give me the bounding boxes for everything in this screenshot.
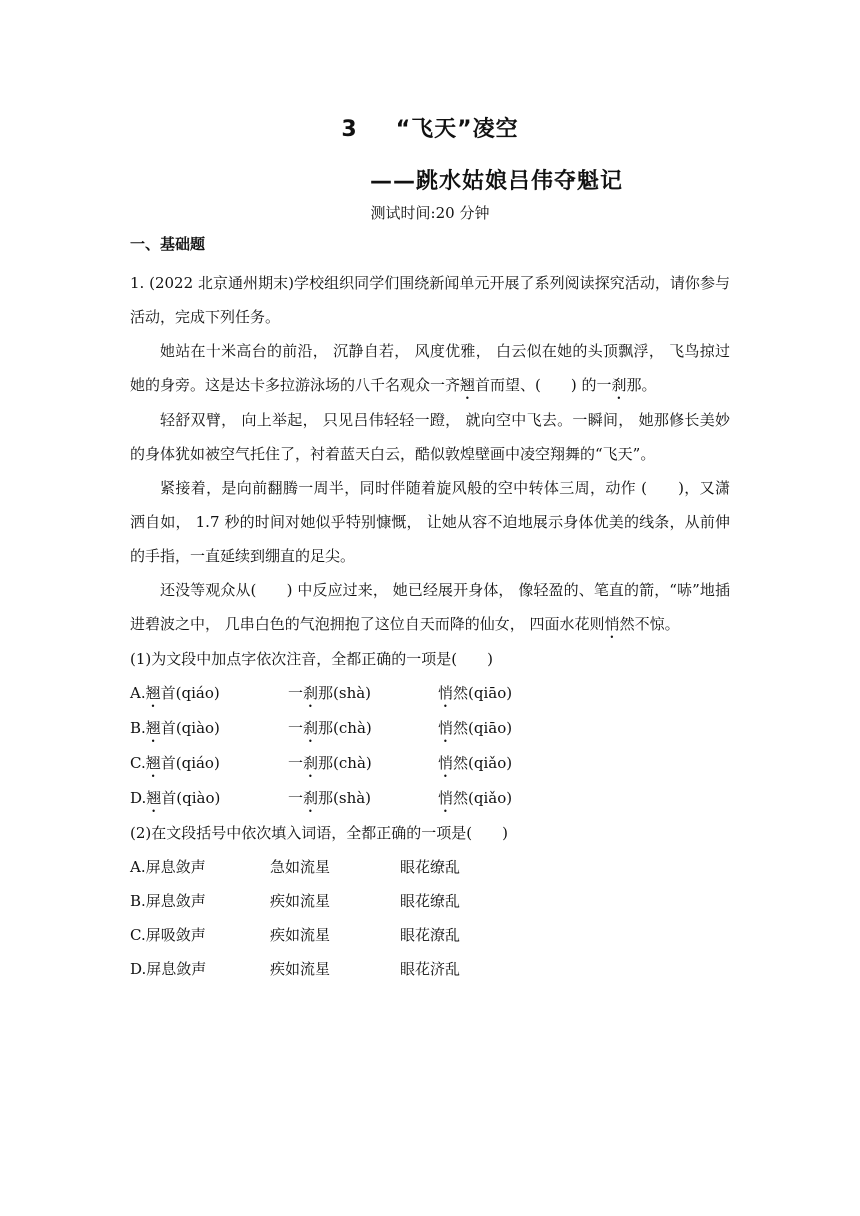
dotted-char: 悄: [438, 719, 454, 737]
option-text: 然(qiǎo): [453, 754, 513, 772]
option-c[interactable]: [130, 918, 730, 952]
option-b[interactable]: [130, 711, 730, 746]
option-letter: A.: [130, 684, 146, 702]
sub-question-1-prompt: (1)为文段中加点字依次注音，全都正确的一项是( ): [130, 650, 493, 668]
option-text: 然(qiǎo): [453, 789, 513, 807]
option-text: 那(chà): [318, 719, 372, 737]
passage-text: 她站在十米高台的前沿， 沉静自若， 风度优雅， 白云似在她的头顶飘浮， 飞鸟掠过她的身旁。这是达卡多拉游泳场的八千名观众一齐: [130, 342, 730, 394]
dotted-char: 翘: [145, 719, 161, 737]
option-letter: C.: [130, 754, 146, 772]
option-letter: B.: [130, 719, 146, 737]
option-d[interactable]: [130, 952, 730, 986]
option-col: [288, 676, 438, 711]
option-col: [438, 676, 512, 711]
dotted-char: 刹: [303, 789, 319, 807]
option-a[interactable]: [130, 676, 730, 711]
section-heading: 一、基础题: [130, 235, 206, 253]
question-intro: 1. (2022 北京通州期末)学校组织同学们围绕新闻单元开展了系列阅读探究活动，请你参与活动，完成下列任务。: [130, 274, 730, 326]
option-col: [130, 781, 288, 816]
test-time: 测试时间:20 分钟: [370, 204, 490, 222]
option-text: 眼花济乱: [400, 960, 461, 978]
passage-text: 还没等观众从( ) 中反应过来， 她已经展开身体， 像轻盈的、笔直的箭，“哧”地插进碧波之中， 几串白色的气泡拥抱了这位自天而降的仙女， 四面水花则: [130, 581, 730, 633]
option-text: 首(qiáo): [160, 684, 220, 702]
passage-paragraph-1: [130, 334, 730, 403]
passage-paragraph-3: 紧接着，是向前翻腾一周半，同时伴随着旋风般的空中转体三周，动作 ( )，又潇洒自如， 1.7 秒的时间对她似乎特别慷慨， 让她从容不迫地展示身体优美的线条，从前伸的手指，一直延续到绷直的足尖。: [130, 479, 730, 565]
option-text: A.屏息敛声: [130, 858, 206, 876]
option-text: 首(qiáo): [160, 754, 220, 772]
dotted-char: 刹: [611, 376, 627, 394]
option-col: [438, 746, 512, 781]
option-text: 首(qiào): [160, 719, 220, 737]
dotted-char: 刹: [303, 719, 319, 737]
option-text: 一: [288, 684, 304, 702]
dotted-char: 悄: [438, 789, 454, 807]
option-text: 那(shà): [318, 789, 372, 807]
sub-question-1-options: [130, 676, 730, 816]
option-text: 眼花缭乱: [400, 858, 461, 876]
passage-text: 那。: [626, 376, 657, 394]
option-text: 眼花潦乱: [400, 926, 461, 944]
option-text: 首(qiào): [161, 789, 221, 807]
option-letter: D.: [130, 789, 147, 807]
dotted-char: 悄: [438, 684, 454, 702]
option-text: 那(chà): [318, 754, 372, 772]
option-d[interactable]: [130, 781, 730, 816]
option-text: C.屏吸敛声: [130, 926, 206, 944]
dotted-char: 悄: [438, 754, 454, 772]
option-b[interactable]: [130, 884, 730, 918]
dotted-char: 翘: [145, 684, 161, 702]
option-text: 然(qiāo): [453, 684, 513, 702]
option-col: [130, 711, 288, 746]
option-text: 疾如流星: [270, 960, 331, 978]
option-col: [130, 676, 288, 711]
option-col: [130, 746, 288, 781]
option-col: [438, 711, 512, 746]
passage-paragraph-4: [130, 573, 730, 642]
lesson-title-text: “飞天”凌空: [395, 117, 519, 142]
dotted-char: 翘: [145, 754, 161, 772]
option-text: 那(shà): [318, 684, 372, 702]
sub-question-2-prompt: (2)在文段括号中依次填入词语，全都正确的一项是( ): [130, 824, 508, 842]
dotted-char: 刹: [303, 754, 319, 772]
option-text: 然(qiāo): [453, 719, 513, 737]
option-c[interactable]: [130, 746, 730, 781]
option-col: [288, 711, 438, 746]
option-text: D.屏息敛声: [130, 960, 207, 978]
lesson-subtitle: ——跳水姑娘吕伟夺魁记: [370, 169, 624, 194]
passage-text: 然不惊。: [619, 615, 680, 633]
option-text: 疾如流星: [270, 892, 331, 910]
option-text: 急如流星: [270, 858, 331, 876]
option-text: 一: [288, 789, 304, 807]
option-text: 眼花缭乱: [400, 892, 461, 910]
lesson-number: 3: [341, 117, 358, 142]
lesson-title: [0, 112, 860, 143]
dotted-char: 悄: [604, 615, 620, 633]
passage-text: 首而望、( ) 的一: [475, 376, 612, 394]
option-col: [438, 781, 512, 816]
dotted-char: 刹: [303, 684, 319, 702]
option-text: 一: [288, 719, 304, 737]
dotted-char: 翘: [460, 376, 476, 394]
option-text: B.屏息敛声: [130, 892, 206, 910]
option-col: [288, 746, 438, 781]
option-col: [288, 781, 438, 816]
option-text: 一: [288, 754, 304, 772]
option-a[interactable]: [130, 850, 730, 884]
passage-paragraph-2: 轻舒双臂， 向上举起， 只见吕伟轻轻一蹬， 就向空中飞去。一瞬间， 她那修长美妙的身体犹如被空气托住了，衬着蓝天白云，酷似敦煌壁画中凌空翔舞的“飞天”。: [130, 411, 730, 463]
sub-question-2-options: [130, 850, 730, 986]
content: [130, 232, 730, 986]
dotted-char: 翘: [146, 789, 162, 807]
option-text: 疾如流星: [270, 926, 331, 944]
